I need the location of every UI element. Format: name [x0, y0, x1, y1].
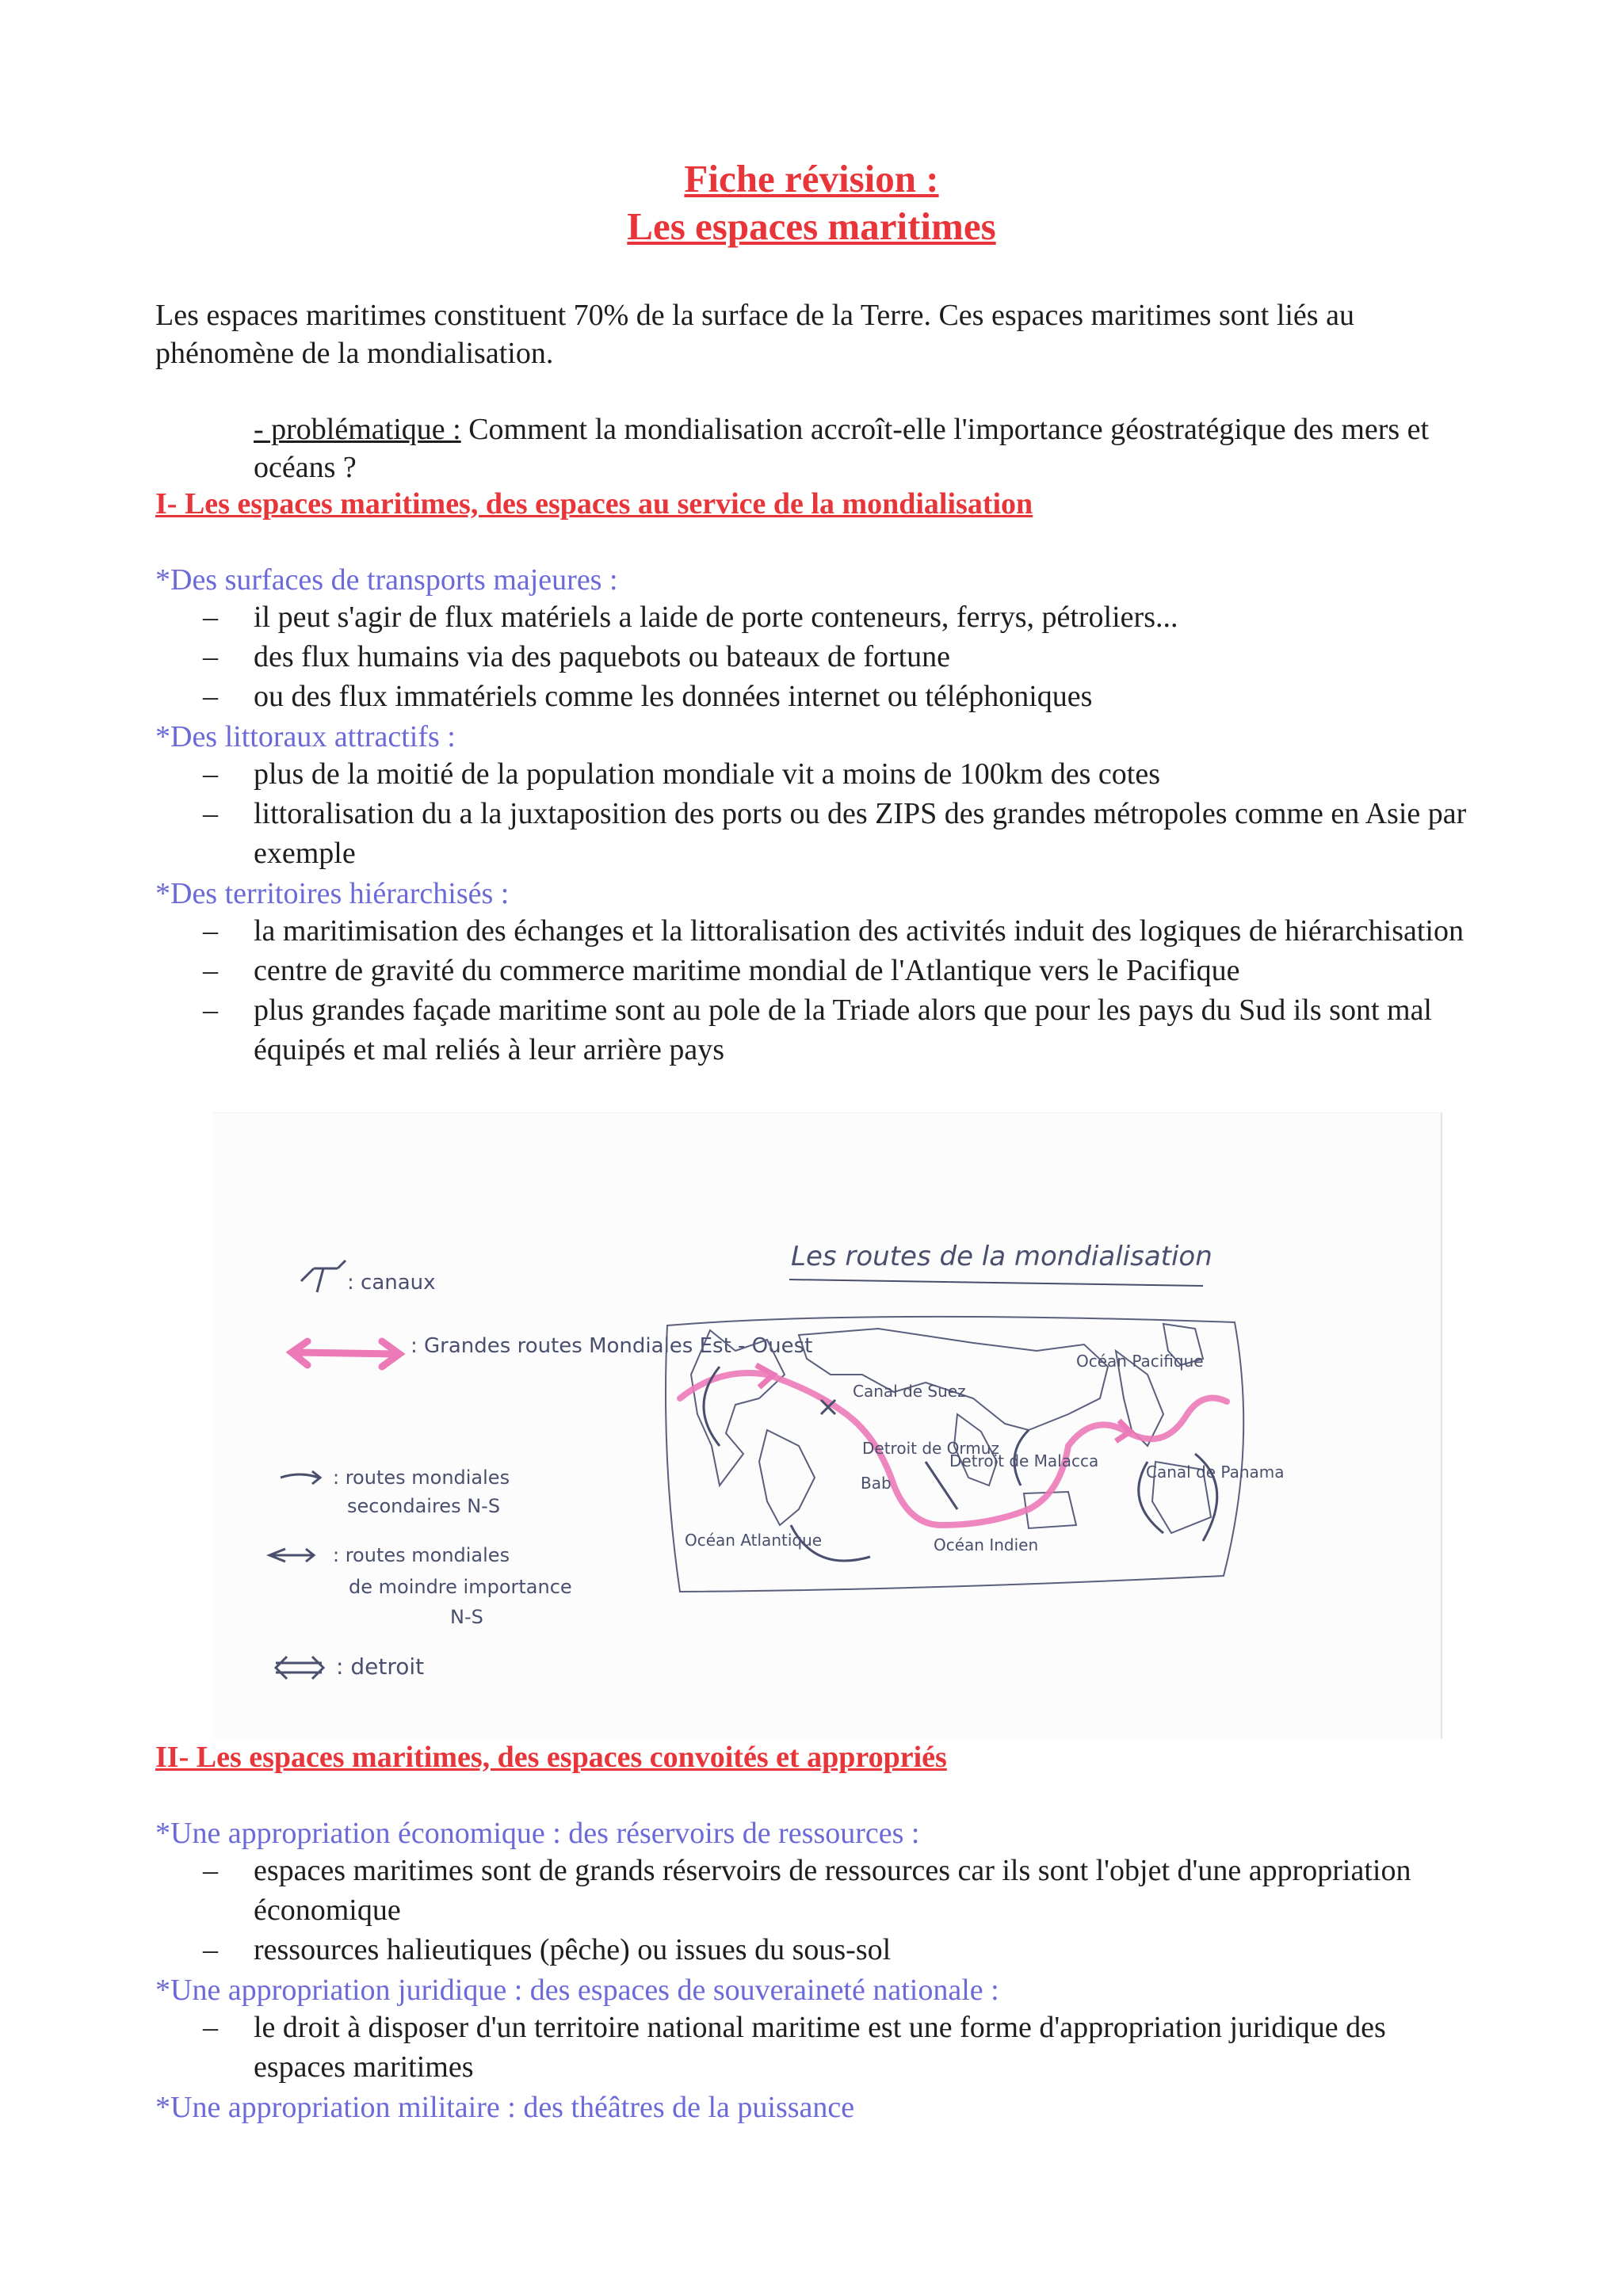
section-1-list-transports — [155, 597, 1471, 716]
intro-paragraph: Les espaces maritimes constituent 70% de la surface de la Terre. Ces espaces maritimes sont liés au phénomène de la mondialisation. — [155, 299, 1354, 370]
label-canal-suez: Canal de Suez — [853, 1382, 966, 1401]
list-item: – ou des flux immatériels comme les données internet ou téléphoniques — [203, 680, 1093, 713]
legend-grandes-routes-text: : Grandes routes Mondiales Est - Ouest — [411, 1334, 813, 1358]
legend-secondary-route-arrow — [281, 1471, 320, 1484]
sketch-title-underline — [789, 1280, 1203, 1286]
legend-secondaires-l2: secondaires N-S — [347, 1495, 501, 1517]
section-2-list-juridique — [155, 2008, 1471, 2087]
list-item: – plus de la moitié de la population mondiale vit a moins de 100km des cotes — [203, 757, 1161, 791]
label-canal-panama: Canal de Panama — [1146, 1463, 1285, 1482]
list-item: – ressources halieutiques (pêche) ou issues du sous-sol — [203, 1933, 892, 1966]
legend-secondaires-l1: : routes mondiales — [333, 1466, 510, 1489]
section-1-heading-littoraux: *Des littoraux attractifs : — [155, 720, 456, 753]
legend-canaux-text: : canaux — [347, 1271, 436, 1295]
section-1-heading-territoires: *Des territoires hiérarchisés : — [155, 877, 510, 910]
legend-minor-route-arrow — [269, 1549, 314, 1562]
section-1-title: I- Les espaces maritimes, des espaces au service de la mondialisation — [155, 487, 1033, 521]
legend-main-route-arrow — [292, 1341, 399, 1367]
legend-moindre-l2: de moindre importance — [349, 1576, 572, 1598]
list-item: – il peut s'agir de flux matériels a laide de porte conteneurs, ferrys, pétroliers... — [203, 601, 1178, 634]
section-2-title: II- Les espaces maritimes, des espaces convoités et appropriés — [155, 1741, 947, 1774]
list-item: – la maritimisation des échanges et la littoralisation des activités induit des logiques de hiérarchisation — [203, 914, 1464, 948]
legend-moindre-l3: N-S — [450, 1606, 483, 1628]
list-item: – littoralisation du a la juxtaposition des ports ou des ZIPS des grandes métropoles comme en Asie par exemple — [203, 797, 1467, 870]
label-ocean-atlantique: Océan Atlantique — [685, 1531, 823, 1550]
list-item: – des flux humains via des paquebots ou bateaux de fortune — [203, 640, 951, 673]
legend-strait-icon — [276, 1657, 323, 1679]
problematique — [254, 410, 1458, 486]
list-item: – centre de gravité du commerce maritime mondial de l'Atlantique vers le Pacifique — [203, 954, 1240, 987]
section-2-heading-militaire: *Une appropriation militaire : des théâtres de la puissance — [155, 2091, 855, 2124]
label-bab-el: Bab — [861, 1474, 892, 1493]
sketch-title: Les routes de la mondialisation — [791, 1241, 1212, 1272]
list-item: – le droit à disposer d'un territoire national maritime est une forme d'appropriation juridique des espaces maritimes — [203, 2011, 1386, 2084]
section-2-heading-juridique: *Une appropriation juridique : des espaces de souveraineté nationale : — [155, 1974, 999, 2007]
label-detroit-malacca: Detroit de Malacca — [949, 1451, 1099, 1470]
title-line-2: Les espaces maritimes — [627, 204, 996, 248]
list-item: – espaces maritimes sont de grands réservoirs de ressources car ils sont l'objet d'une appropriation économique — [203, 1854, 1411, 1927]
legend-canal-icon — [301, 1261, 346, 1292]
label-detroit-ormuz: Detroit de Ormuz — [862, 1439, 999, 1458]
section-2-list-economique — [155, 1851, 1471, 1970]
problematique-label: - problématique : — [254, 413, 461, 446]
list-item: – plus grandes façade maritime sont au pole de la Triade alors que pour les pays du Sud ils sont mal équipés et mal reliés à leur arrière pays — [203, 994, 1432, 1066]
sketch-map-photo — [212, 1112, 1442, 1739]
label-ocean-indien: Océan Indien — [934, 1535, 1039, 1554]
label-ocean-pacifique: Océan Pacifique — [1076, 1352, 1204, 1371]
sketch-map-drawing — [212, 1113, 1441, 1739]
problematique-text: Comment la mondialisation accroît-elle l'importance géostratégique des mers et océans ? — [254, 413, 1430, 484]
title-line-1: Fiche révision : — [684, 157, 939, 200]
section-1-list-littoraux — [155, 754, 1471, 873]
section-1-list-territoires — [155, 911, 1471, 1070]
legend-detroit-text: : detroit — [336, 1653, 425, 1680]
section-1-heading-transports: *Des surfaces de transports majeures : — [155, 563, 618, 597]
section-2-heading-economique: *Une appropriation économique : des réservoirs de ressources : — [155, 1817, 920, 1850]
legend-moindre-l1: : routes mondiales — [333, 1544, 510, 1566]
